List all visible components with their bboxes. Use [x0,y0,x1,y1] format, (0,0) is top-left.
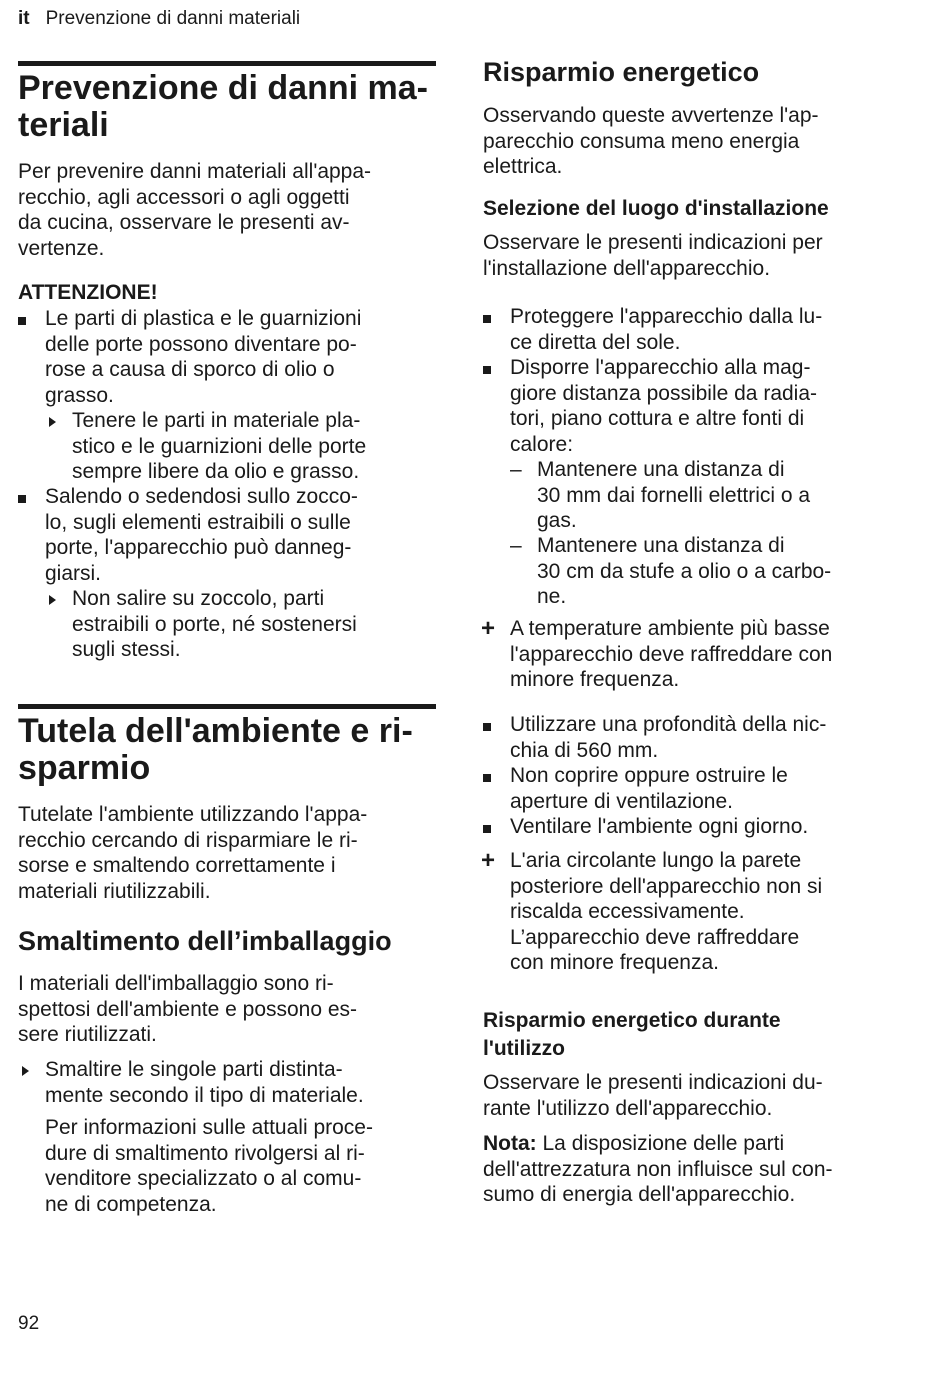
square-bullet-icon [18,484,26,510]
text-line: L'aria circolante lungo la parete [510,849,802,872]
text-line: venditore specializzato o al comu- [45,1167,362,1190]
text-line: l'apparecchio deve raffreddare con [510,642,833,666]
subsection-title-usage [483,1007,781,1063]
warning-label: ATTENZIONE! [18,281,158,304]
title-line: Tutela dell'ambiente e ri- [18,712,413,750]
subsection-title-packaging: Smaltimento dell’imballaggio [18,926,392,956]
text-line: aperture di ventilazione. [510,789,733,813]
note-label: Nota: [483,1132,537,1155]
subsection-paragraph [483,1070,901,1121]
text-line: delle porte possono diventare po- [45,332,357,356]
text-line: tori, piano cottura e altre fonti di [510,407,805,430]
plus-icon: + [481,615,496,642]
title-line: sparmio [18,749,151,787]
running-header [18,8,300,30]
square-bullet-icon [483,814,491,840]
text-line: sempre libere da olio e grasso. [72,460,360,483]
text-line: Per prevenire danni materiali all'appa- [18,160,372,183]
plus-icon: + [481,847,496,874]
text-line: minore frequenza. [510,668,680,691]
text-line: Smaltire le singole parti distinta- [45,1058,343,1081]
text-line: giarsi. [45,561,102,585]
text-line: parecchio consuma meno energia [483,129,800,153]
text-line: sugli stessi. [72,638,181,661]
text-line: Proteggere l'apparecchio dalla lu- [510,305,823,328]
text-line: lo, sugli elementi estraibili o sulle [45,510,351,534]
triangle-bullet-icon [49,408,56,434]
section-title-damage-prevention [18,70,436,144]
text-line: posteriore dell'apparecchio non si [510,874,823,898]
subsection-paragraph [18,971,436,1048]
text-line: sere riutilizzati. [18,1023,157,1046]
square-bullet-icon [483,712,491,738]
text-line: ne. [537,585,567,608]
text-line: elettrica. [483,155,563,178]
text-line: Non salire su zoccolo, parti [72,587,325,610]
subsection-title-installation: Selezione del luogo d'installazione [483,197,829,220]
intro-paragraph [483,103,901,180]
header-title: Prevenzione di danni materiali [45,8,301,29]
text-line: rante l'utilizzo dell'apparecchio. [483,1096,773,1120]
text-line: ce diretta del sole. [510,330,681,354]
section-rule [18,61,436,66]
text-line: gas. [537,509,577,532]
text-line: recchio, agli accessori o agli oggetti [18,185,350,209]
text-line: I materiali dell'imballaggio sono ri- [18,972,334,995]
note-first-line [483,1131,901,1157]
text-line: A temperature ambiente più basse [510,617,830,640]
text-line: grasso. [45,383,114,407]
text-line: ne di competenza. [45,1192,217,1216]
text-line: Salendo o sedendosi sullo zocco- [45,485,358,508]
text-line: sorse e smaltendo correttamente i [18,854,336,877]
text-line: l'installazione dell'apparecchio. [483,256,771,280]
text-line: 30 cm da stufe a olio o a carbo- [537,559,832,583]
square-bullet-icon [483,355,491,381]
text-line: stico e le guarnizioni delle porte [72,434,367,458]
text-line: Utilizzare una profondità della nic- [510,713,827,736]
text-line: con minore frequenza. [510,951,719,974]
title-line: teriali [18,106,109,144]
text-line: Osservare le presenti indicazioni du- [483,1071,823,1094]
title-line: l'utilizzo [483,1037,565,1060]
text-line: La disposizione delle parti [536,1132,785,1155]
text-line: Mantenere una distanza di [537,458,785,481]
text-line: materiali riutilizzabili. [18,879,211,903]
text-line: Non coprire oppure ostruire le [510,764,788,787]
note-paragraph [483,1131,901,1208]
text-line: Tenere le parti in materiale pla- [72,409,361,432]
intro-paragraph [18,159,436,261]
intro-paragraph [18,802,436,904]
subsection-paragraph [483,230,901,281]
text-line: recchio cercando di risparmiare le ri- [18,828,358,852]
section-rule [18,704,436,709]
dash-bullet-icon: – [510,458,522,481]
text-line: sumo di energia dell'apparecchio. [483,1183,796,1206]
page-number: 92 [18,1313,40,1334]
section-title-environment [18,713,436,787]
square-bullet-icon [483,304,491,330]
text-line: Tutelate l'ambiente utilizzando l'appa- [18,803,368,826]
text-line: spettosi dell'ambiente e possono es- [18,997,358,1021]
triangle-bullet-icon [22,1057,29,1083]
text-line: Per informazioni sulle attuali proce- [45,1116,373,1139]
text-line: calore: [510,432,574,456]
text-line: 30 mm dai fornelli elettrici o a [537,483,811,507]
dash-bullet-icon: – [510,534,522,557]
text-line: L’apparecchio deve raffreddare [510,925,800,949]
text-line: Disporre l'apparecchio alla mag- [510,356,811,379]
section-title-energy-saving: Risparmio energetico [483,57,760,87]
text-line: rose a causa di sporco di olio o [45,358,335,381]
text-line: Mantenere una distanza di [537,534,785,557]
text-line: giore distanza possibile da radia- [510,381,818,405]
text-line: dure di smaltimento rivolgersi al ri- [45,1141,365,1165]
text-line: porte, l'apparecchio può danneg- [45,536,352,559]
text-line: Osservare le presenti indicazioni per [483,231,823,254]
text-line: mente secondo il tipo di materiale. [45,1083,364,1107]
square-bullet-icon [18,306,26,332]
text-line: da cucina, osservare le presenti av- [18,211,350,234]
text-line: vertenze. [18,236,105,260]
language-code: it [18,8,30,29]
square-bullet-icon [483,763,491,789]
title-line: Prevenzione di danni ma- [18,69,428,107]
text-line: estraibili o porte, né sostenersi [72,612,357,636]
text-line: chia di 560 mm. [510,738,659,762]
text-line: Osservando queste avvertenze l'ap- [483,104,819,127]
title-line: Risparmio energetico durante [483,1009,781,1032]
text-line: Le parti di plastica e le guarnizioni [45,307,362,330]
text-line: riscalda eccessivamente. [510,900,745,923]
text-line: dell'attrezzatura non influisce sul con- [483,1157,833,1181]
text-line: Ventilare l'ambiente ogni giorno. [510,815,809,838]
triangle-bullet-icon [49,586,56,612]
